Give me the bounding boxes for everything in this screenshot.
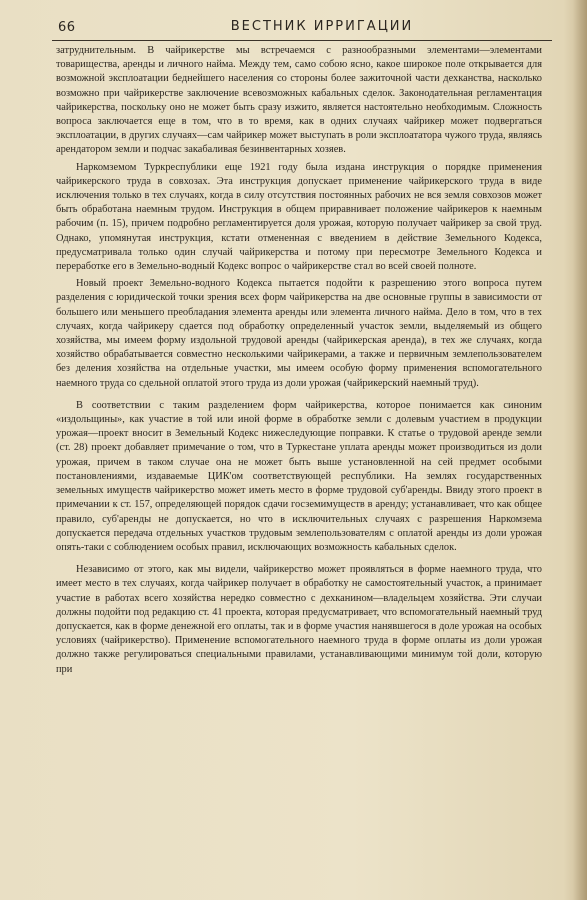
page-edge-shadow [573,0,587,900]
page-header [52,16,552,41]
page-number: 66 [58,20,76,35]
paragraph-3: Новый проект Земельно-водного Кодекса пытается подойти к разрешению этого вопроса путем разделения с юридической точки зрения всех форм чайрикерства на две основные группы в зависимости от большего или меньшего преобладания элемента аренды или элемента личного найма. Дело в том, что в тех случаях, когда чайрикеру сдается под обработку определенный участок земли, выделяемый из общего хозяйства, мы имеем форму издольной трудовой аренды (чайрикерская аренда), в тех же случаях, когда хозяйство обрабатывается совместно несколькими чайрикерами, а также и первичным землепользователем без деления хозяйства на отдельные участки, мы имеем особую форму применения вспомогательного наемного труда со сдельной оплатой этого труда из доли урожая (чайрикерский наемный труд). [56,278,542,389]
article-body [56,44,542,680]
paragraph-1: затруднительным. В чайрикерстве мы встречаемся с разнообразными элементами—элементами товарищества, аренды и личного найма. Между тем, само собою ясно, какое широкое поле открывается для возможной эксплоатации беднейшего населения со стороны более зажиточной части дехканства, насколько возможно при чайрикерстве заключение всевозможных кабальных сделок. Законодательная регламентация чайрикерства, поскольку оно не может быть сразу изжито, является настоятельно необходимым. Сложность вопроса заключается еще в том, что в то время, как в одних случаях чайрикер может подвергаться эксплоатации, в других случаях—сам чайрикер может выступать в роли эксплоататора чужого труда, являясь арендатором земли и подчас закабаливая безинвентарных хозяев. [56,45,542,156]
paragraph-5: Независимо от этого, как мы видели, чайрикерство может проявляться в форме наемного труда, что имеет место в тех случаях, когда чайрикер получает в обработку не самостоятельный участок, а принимает участие в работах всего хозяйства нередко совместно с дехканином—владельцем хозяйства. Эти случаи должны подойти под редакцию ст. 41 проекта, которая предусматривает, что вспомогательный наемный труд допускается, как в форме денежной его оплаты, так и в форме участия нанявшегося в доле урожая на особых условиях (чайрикерство). Применение вспомогательного наемного труда в форме оплаты из доли урожая должно также регулироваться специальными правилами, устанавливающими минимум той доли, которую при [56,564,542,675]
paragraph-4: В соответствии с таким разделением форм чайрикерства, которое понимается как синоним «издольщины», как участие в той или иной форме в обработке земли с долевым участием в продукции урожая—проект вносит в Земельный Кодекс нижеследующие поправки. К статье о трудовой аренде земли (ст. 28) проект добавляет примечание о том, что в Туркестане уплата аренды может производиться из доли урожая, причем в таком случае она не может быть выше установленной на сей предмет особыми постановлениями, издаваемые ЦИК'ом соответствующей республики. На землях государственных земельных имуществ чайрикерство может иметь место в форме трудовой суб'аренды. Ввиду этого проект в примечании к ст. 157, определяющей порядок сдачи госземимуществ в аренду; устанавливает, что как общее правило, суб'аренды не допускается, но что в исключительных случаях с разрешения Наркомзема допускается передача отдельных участков трудовым землепользователям с оплатой аренды из доли урожая опять-таки с соблюдением особых правил, исключающих возможность кабальных сделок. [56,399,542,553]
journal-title: ВЕСТНИК ИРРИГАЦИИ [230,19,414,34]
paragraph-2: Наркомземом Туркреспублики еще 1921 году была издана инструкция о порядке применения чайрикерского труда в совхозах. Эта инструкция допускает применение чайрикерского труда в виде исключения только в тех случаях, когда в силу отсутствия постоянных рабочих не вся земля совхозов может быть обработана наемным трудом. Инструкция в общем приравнивает положение чайрикеров к наемным рабочим (п. 15), причем подробно регламентируется доля урожая, которую получает чайрикер за свой труд. Однако, упомянутая инструкция, кстати отмененная с введением в действие Земельного Кодекса, предусматривала только один случай чайрикерства и потому при пересмотре Земельного Кодекса и переработке его в Земельно-водный Кодекс вопрос о чайрикерстве стал во всей своей полноте. [56,161,542,273]
